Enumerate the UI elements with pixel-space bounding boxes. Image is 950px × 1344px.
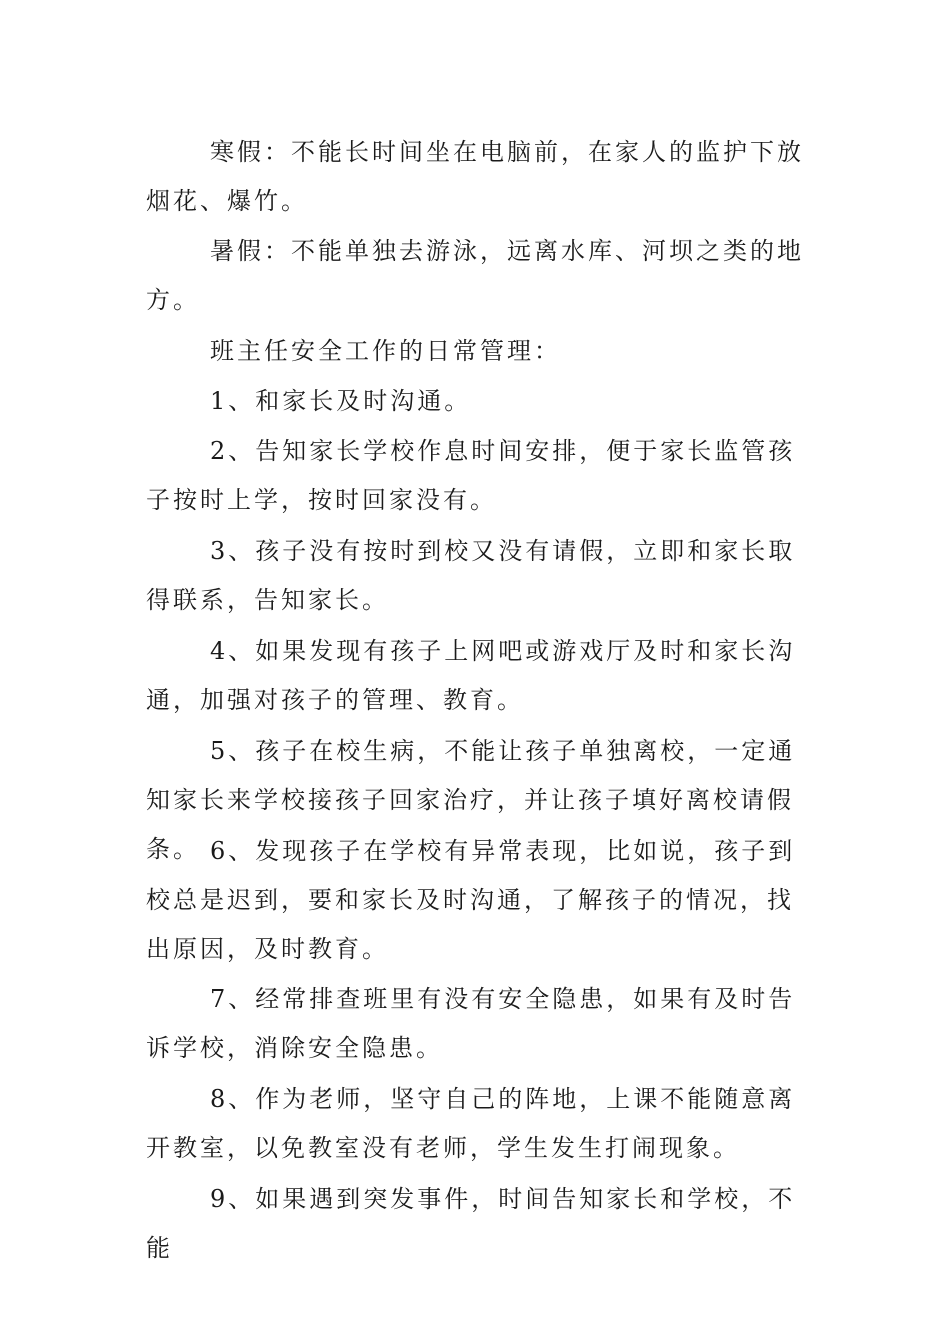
paragraph-winter-vacation: 寒假：不能长时间坐在电脑前，在家人的监护下放烟花、爆竹。 [146, 138, 804, 215]
list-item-3: 3、孩子没有按时到校又没有请假，立即和家长取得联系，告知家长。 [146, 537, 796, 614]
list-item-1: 1、和家长及时沟通。 [210, 387, 472, 415]
list-item-7: 7、经常排查班里有没有安全隐患，如果有及时告诉学校，消除安全隐患。 [146, 985, 796, 1062]
list-item-2: 2、告知家长学校作息时间安排，便于家长监管孩子按时上学，按时回家没有。 [146, 437, 796, 514]
list-item-9: 9、如果遇到突发事件，时间告知家长和学校，不能 [146, 1185, 796, 1262]
section-heading: 班主任安全工作的日常管理： [210, 337, 561, 365]
list-item-6: 6、发现孩子在学校有异常表现，比如说，孩子到校总是迟到，要和家长及时沟通，了解孩子的情况，找出原因，及时教育。 [146, 837, 796, 963]
list-item-4: 4、如果发现有孩子上网吧或游戏厅及时和家长沟通，加强对孩子的管理、教育。 [146, 637, 796, 714]
list-item-5: 5、孩子在校生病，不能让孩子单独离校，一定通知家长来学校接孩子回家治疗，并让孩子填好离校请假条。 [146, 737, 796, 863]
paragraph-summer-vacation: 暑假：不能单独去游泳，远离水库、河坝之类的地方。 [146, 237, 804, 314]
list-item-8: 8、作为老师，坚守自己的阵地，上课不能随意离开教室，以免教室没有老师，学生发生打闹现象。 [146, 1085, 796, 1162]
